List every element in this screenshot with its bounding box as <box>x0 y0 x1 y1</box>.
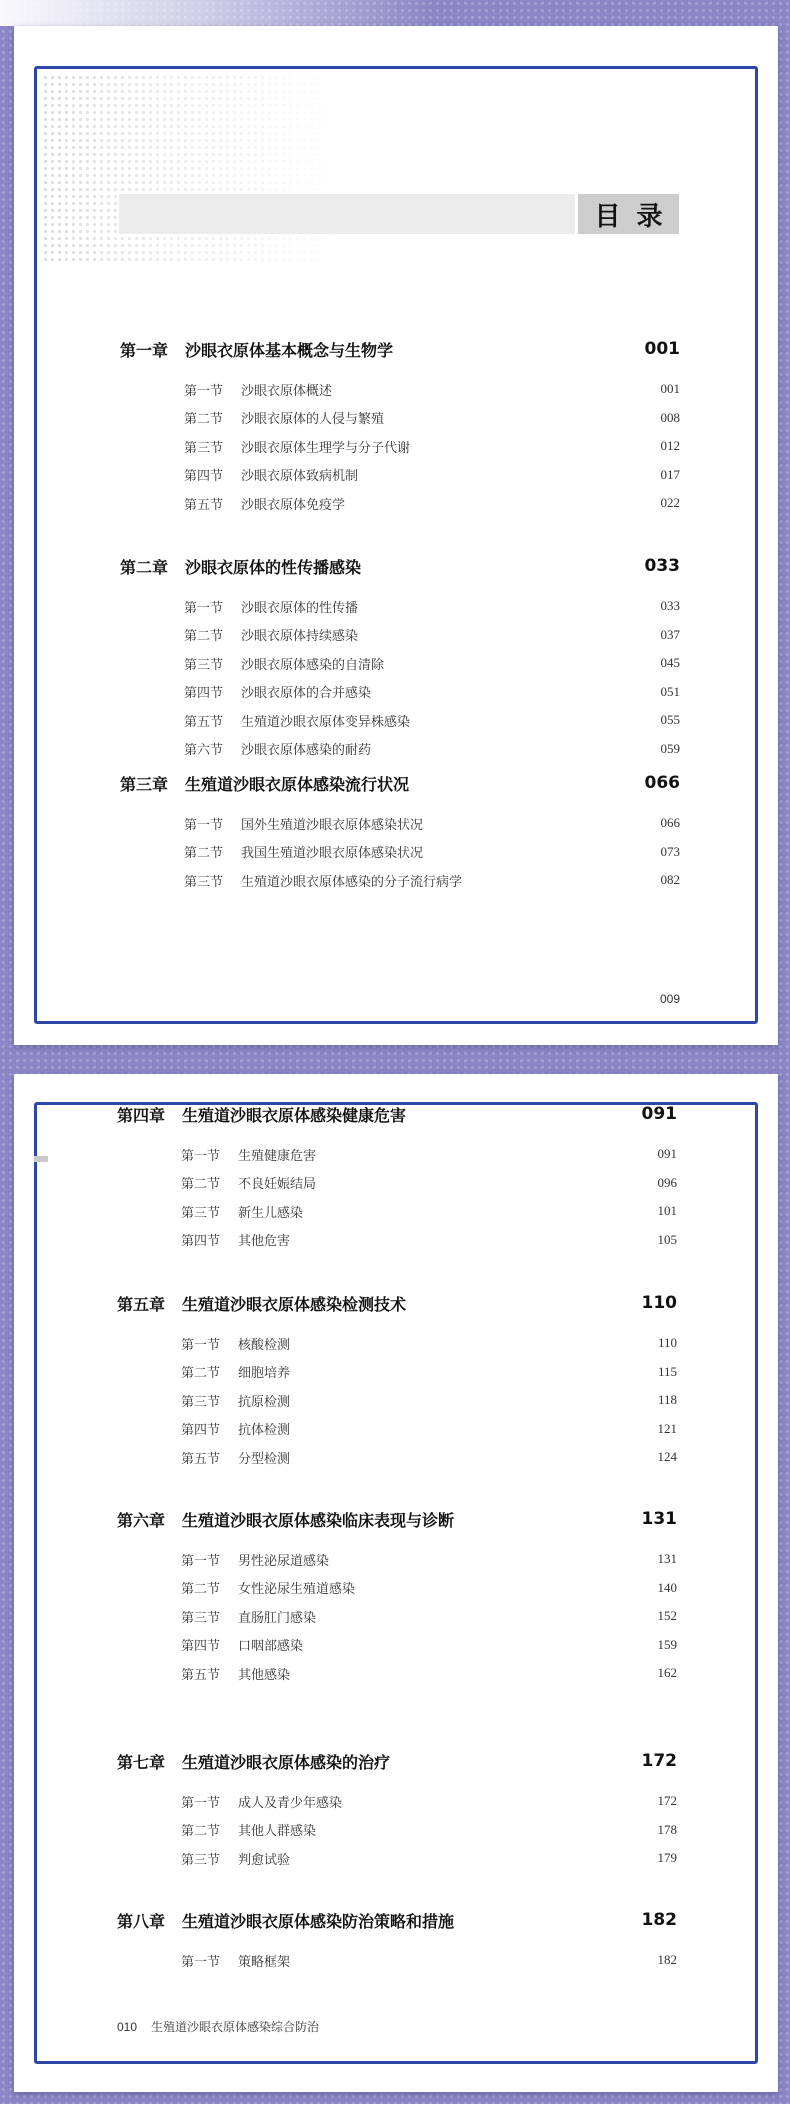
page-number: 009 <box>659 992 680 1006</box>
section-entry[interactable] <box>181 1549 677 1569</box>
chapter-page: 033 <box>644 556 680 576</box>
section-entry[interactable] <box>184 625 680 645</box>
section-entry[interactable] <box>184 436 680 456</box>
section-entry[interactable] <box>181 1419 677 1439</box>
section-page: 162 <box>657 1665 677 1680</box>
section-title: 抗原检测 <box>238 1394 291 1410</box>
section-page: 066 <box>660 815 680 830</box>
section-entry[interactable] <box>181 1390 677 1410</box>
section-title: 沙眼衣原体感染的耐药 <box>241 743 372 758</box>
section-page: 140 <box>657 1579 677 1595</box>
chapter-number: 第三章 <box>120 774 169 794</box>
section-number: 第二节 <box>181 1582 221 1597</box>
section-entry[interactable] <box>184 408 680 428</box>
section-number: 第三节 <box>181 1394 221 1410</box>
section-title: 沙眼衣原体致病机制 <box>241 469 359 484</box>
section-page: 012 <box>660 438 680 453</box>
section-number: 第三节 <box>181 1852 221 1868</box>
section-title: 分型检测 <box>238 1451 291 1467</box>
section-number: 第三节 <box>184 874 224 890</box>
section-entry[interactable] <box>181 1663 677 1683</box>
section-number: 第二节 <box>181 1366 221 1381</box>
section-number: 第五节 <box>181 1667 221 1683</box>
chapter-number: 第二章 <box>120 557 169 577</box>
chapter-entry[interactable] <box>117 1102 677 1126</box>
chapter-title: 生殖道沙眼衣原体感染检测技术 <box>182 1294 407 1314</box>
section-title: 沙眼衣原体生理学与分子代谢 <box>241 440 411 456</box>
chapter-page: 066 <box>644 773 680 793</box>
section-number: 第一节 <box>184 817 224 833</box>
section-entry[interactable] <box>181 1333 677 1353</box>
chapter-title: 生殖道沙眼衣原体感染的治疗 <box>182 1752 391 1772</box>
section-number: 第五节 <box>184 497 224 513</box>
section-title: 沙眼衣原体的合并感染 <box>241 686 372 701</box>
section-page: 110 <box>657 1335 677 1350</box>
section-number: 第四节 <box>181 1423 221 1438</box>
section-number: 第一节 <box>181 1553 221 1569</box>
chapter-title: 生殖道沙眼衣原体感染流行状况 <box>185 774 410 794</box>
section-page: 033 <box>660 598 680 613</box>
chapter-number: 第八章 <box>117 1911 166 1931</box>
section-page: 073 <box>660 843 680 859</box>
section-entry[interactable] <box>181 1362 677 1382</box>
page-footer <box>117 2018 319 2035</box>
section-page: 121 <box>657 1420 677 1436</box>
section-page: 037 <box>660 626 680 642</box>
section-entry[interactable] <box>181 1447 677 1467</box>
section-entry[interactable] <box>181 1144 677 1164</box>
toc-page-2 <box>14 1074 778 2092</box>
chapter-entry[interactable] <box>120 554 680 578</box>
section-title: 沙眼衣原体感染的自清除 <box>241 657 385 673</box>
chapter-page: 172 <box>641 1751 677 1771</box>
section-entry[interactable] <box>184 379 680 399</box>
section-entry[interactable] <box>181 1635 677 1655</box>
section-entry[interactable] <box>181 1201 677 1221</box>
section-title: 沙眼衣原体的人侵与繁殖 <box>241 412 385 427</box>
section-entry[interactable] <box>184 596 680 616</box>
section-page: 051 <box>660 683 680 699</box>
chapter-number: 第一章 <box>120 340 169 360</box>
section-page: 055 <box>660 712 680 727</box>
section-page: 059 <box>660 740 680 756</box>
section-entry[interactable] <box>181 1848 677 1868</box>
section-page: 172 <box>657 1793 677 1808</box>
section-number: 第三节 <box>181 1610 221 1626</box>
chapter-entry[interactable] <box>117 1291 677 1315</box>
toc-list <box>14 26 778 1045</box>
toc-page-1 <box>14 26 778 1045</box>
section-page: 178 <box>657 1821 677 1837</box>
section-page: 091 <box>657 1146 677 1161</box>
section-entry[interactable] <box>181 1230 677 1250</box>
toc-list <box>14 1074 778 2092</box>
section-page: 115 <box>657 1363 677 1379</box>
chapter-page: 091 <box>641 1104 677 1124</box>
section-entry[interactable] <box>181 1820 677 1840</box>
section-entry[interactable] <box>184 710 680 730</box>
section-title: 其他危害 <box>238 1234 291 1249</box>
section-entry[interactable] <box>184 842 680 862</box>
section-page: 152 <box>657 1608 677 1623</box>
section-number: 第四节 <box>184 469 224 484</box>
chapter-page: 110 <box>641 1293 677 1313</box>
section-number: 第四节 <box>181 1639 221 1654</box>
section-page: 118 <box>657 1392 677 1407</box>
chapter-number: 第五章 <box>117 1294 166 1314</box>
section-title: 沙眼衣原体持续感染 <box>241 629 359 644</box>
chapter-number: 第六章 <box>117 1510 166 1530</box>
section-number: 第五节 <box>184 714 224 730</box>
chapter-entry[interactable] <box>117 1507 677 1531</box>
section-title: 成人及青少年感染 <box>238 1795 343 1811</box>
section-page: 182 <box>657 1952 677 1967</box>
chapter-title: 生殖道沙眼衣原体感染防治策略和措施 <box>182 1911 455 1931</box>
section-number: 第一节 <box>184 383 224 399</box>
section-title: 直肠肛门感染 <box>238 1610 317 1626</box>
section-page: 008 <box>660 409 680 425</box>
section-page: 017 <box>660 466 680 482</box>
section-entry[interactable] <box>181 1606 677 1626</box>
section-title: 判愈试验 <box>238 1852 291 1868</box>
section-number: 第五节 <box>181 1451 221 1467</box>
section-title: 男性泌尿道感染 <box>238 1553 330 1569</box>
section-number: 第一节 <box>184 600 224 616</box>
toc-heading: 目录 <box>578 194 679 234</box>
chapter-entry[interactable] <box>120 771 680 795</box>
section-entry[interactable] <box>184 682 680 702</box>
section-page: 022 <box>660 495 680 510</box>
section-number: 第二节 <box>181 1824 221 1839</box>
section-entry[interactable] <box>184 465 680 485</box>
section-number: 第四节 <box>184 686 224 701</box>
section-number: 第二节 <box>184 412 224 427</box>
section-title: 抗体检测 <box>238 1423 291 1438</box>
chapter-page: 182 <box>641 1910 677 1930</box>
section-page: 124 <box>657 1449 677 1464</box>
background-glow <box>0 0 790 26</box>
section-number: 第一节 <box>181 1795 221 1811</box>
section-entry[interactable] <box>184 653 680 673</box>
chapter-title: 生殖道沙眼衣原体感染健康危害 <box>182 1105 407 1125</box>
chapter-number: 第七章 <box>117 1752 166 1772</box>
section-number: 第三节 <box>184 657 224 673</box>
section-title: 口咽部感染 <box>238 1639 304 1654</box>
section-title: 生殖道沙眼衣原体感染的分子流行病学 <box>241 874 463 890</box>
section-number: 第三节 <box>181 1205 221 1221</box>
section-number: 第六节 <box>184 743 224 758</box>
section-page: 105 <box>657 1231 677 1247</box>
section-entry[interactable] <box>181 1950 677 1970</box>
page-number: 010 <box>117 2020 138 2034</box>
section-title: 不良妊娠结局 <box>238 1177 317 1192</box>
section-title: 核酸检测 <box>238 1337 291 1353</box>
section-number: 第一节 <box>181 1337 221 1353</box>
section-page: 159 <box>657 1636 677 1652</box>
section-title: 细胞培养 <box>238 1366 291 1381</box>
section-title: 生殖健康危害 <box>238 1148 317 1164</box>
section-entry[interactable] <box>181 1173 677 1193</box>
section-title: 其他人群感染 <box>238 1824 317 1839</box>
section-entry[interactable] <box>184 739 680 759</box>
chapter-page: 131 <box>641 1509 677 1529</box>
chapter-title: 生殖道沙眼衣原体感染临床表现与诊断 <box>182 1510 455 1530</box>
section-number: 第三节 <box>184 440 224 456</box>
section-page: 131 <box>657 1551 677 1566</box>
section-entry[interactable] <box>184 493 680 513</box>
chapter-entry[interactable] <box>117 1749 677 1773</box>
section-number: 第四节 <box>181 1234 221 1249</box>
section-number: 第一节 <box>181 1148 221 1164</box>
section-number: 第一节 <box>181 1954 221 1970</box>
section-title: 其他感染 <box>238 1667 291 1683</box>
section-page: 001 <box>660 381 680 396</box>
section-title: 我国生殖道沙眼衣原体感染状况 <box>241 846 424 861</box>
section-title: 沙眼衣原体的性传播 <box>241 600 359 616</box>
book-title: 生殖道沙眼衣原体感染综合防治 <box>151 2020 320 2034</box>
section-title: 策略框架 <box>238 1954 291 1970</box>
chapter-title: 沙眼衣原体基本概念与生物学 <box>185 340 394 360</box>
section-entry[interactable] <box>184 813 680 833</box>
section-title: 国外生殖道沙眼衣原体感染状况 <box>241 817 424 833</box>
chapter-title: 沙眼衣原体的性传播感染 <box>185 557 362 577</box>
section-title: 沙眼衣原体免疫学 <box>241 497 346 513</box>
section-entry[interactable] <box>181 1578 677 1598</box>
section-page: 082 <box>660 872 680 887</box>
section-title: 沙眼衣原体概述 <box>241 383 333 399</box>
section-number: 第二节 <box>184 629 224 644</box>
section-entry[interactable] <box>184 870 680 890</box>
chapter-entry[interactable] <box>117 1908 677 1932</box>
section-entry[interactable] <box>181 1791 677 1811</box>
section-title: 新生儿感染 <box>238 1205 304 1221</box>
section-title: 生殖道沙眼衣原体变异株感染 <box>241 714 411 730</box>
section-number: 第二节 <box>181 1177 221 1192</box>
section-page: 045 <box>660 655 680 670</box>
section-number: 第二节 <box>184 846 224 861</box>
chapter-entry[interactable] <box>120 337 680 361</box>
section-title: 女性泌尿生殖道感染 <box>238 1582 356 1597</box>
section-page: 096 <box>657 1174 677 1190</box>
section-page: 179 <box>657 1850 677 1865</box>
chapter-number: 第四章 <box>117 1105 166 1125</box>
chapter-page: 001 <box>644 339 680 359</box>
section-page: 101 <box>657 1203 677 1218</box>
